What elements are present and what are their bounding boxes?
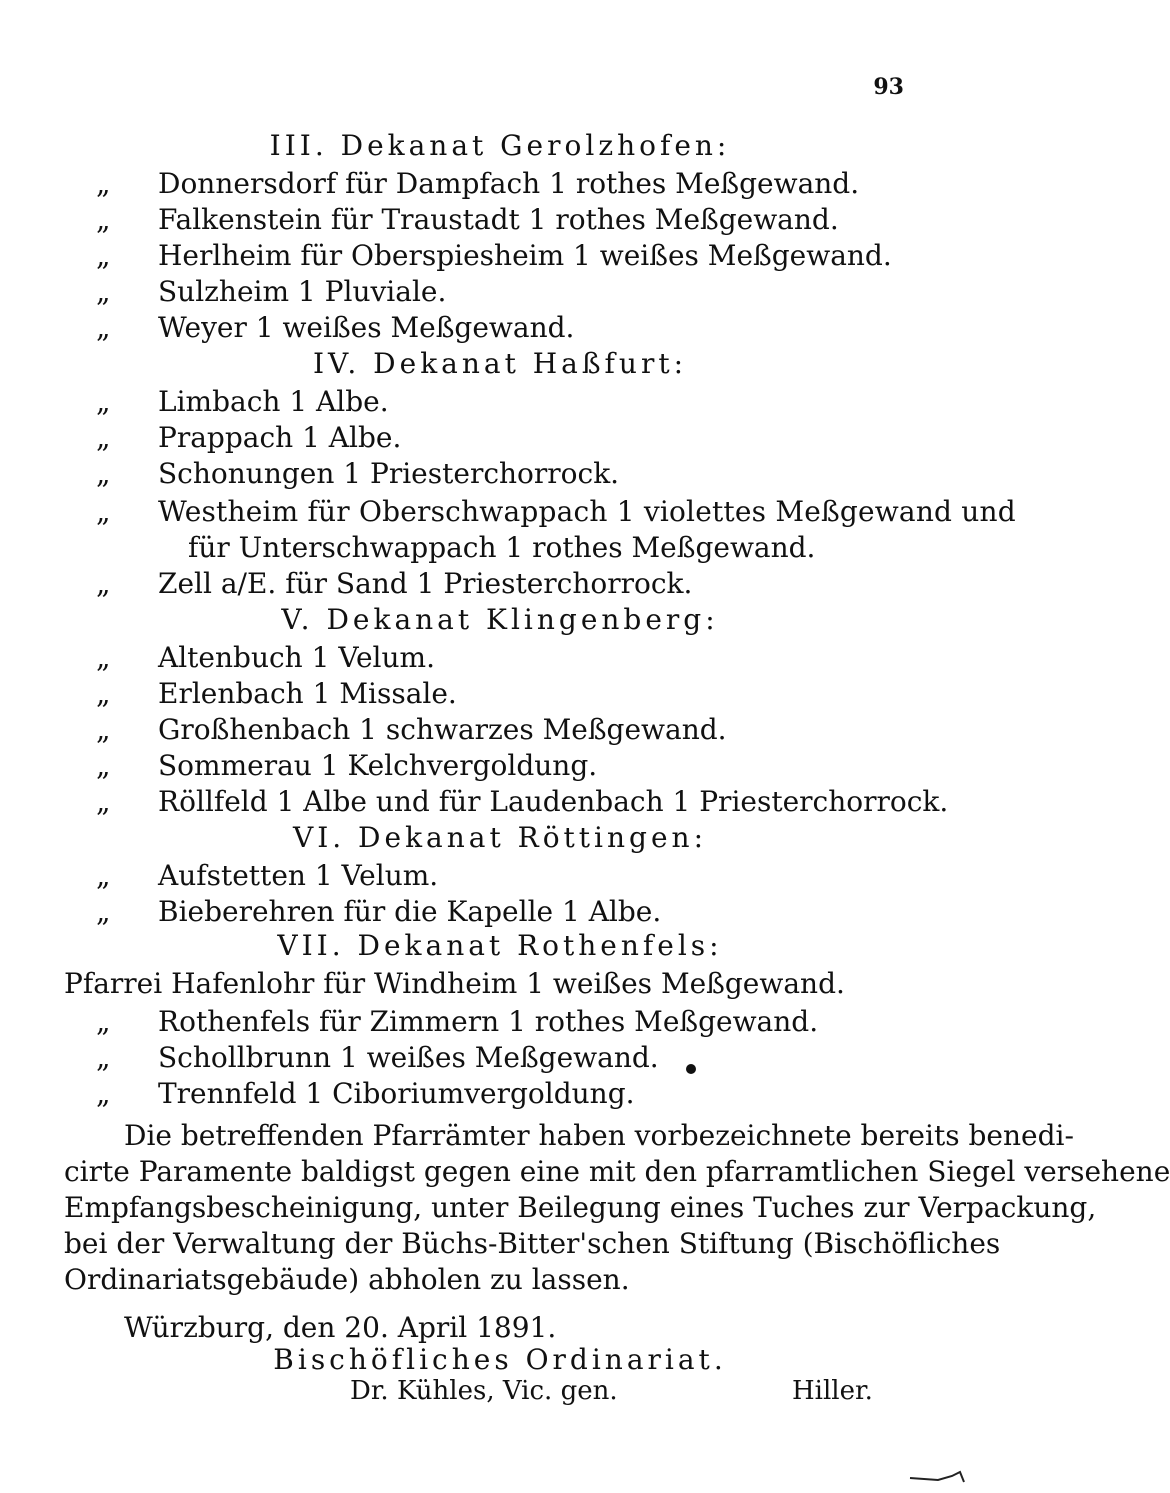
entry-text: Donnersdorf für Dampfach 1 rothes Meßgewand. [158, 167, 860, 200]
section-heading: VII. Dekanat Rothenfels: [277, 929, 723, 962]
ditto-mark: „ [96, 749, 111, 782]
entry-text: Aufstetten 1 Velum. [158, 859, 439, 892]
ditto-mark: „ [96, 1005, 111, 1038]
entry-text: Erlenbach 1 Missale. [158, 677, 457, 710]
ditto-mark: „ [96, 385, 111, 418]
paragraph-line: cirte Paramente baldigst gegen eine mit den pfarramtlichen Siegel versehene [64, 1155, 1170, 1188]
ditto-mark: „ [96, 457, 111, 490]
paragraph-line: bei der Verwaltung der Büchs-Bitter'schen Stiftung (Bischöfliches [64, 1227, 1001, 1260]
paragraph-line: Ordinariatsgebäude) abholen zu lassen. [64, 1263, 630, 1296]
entry-text: Pfarrei Hafenlohr für Windheim 1 weißes Meßgewand. [64, 967, 845, 1000]
ditto-mark: „ [96, 203, 111, 236]
entry-text: Altenbuch 1 Velum. [158, 641, 435, 674]
ditto-mark: „ [96, 311, 111, 344]
entry-text: Röllfeld 1 Albe und für Laudenbach 1 Priesterchorrock. [158, 785, 949, 818]
organization-name: Bischöfliches Ordinariat. [273, 1343, 727, 1376]
ditto-mark: „ [96, 677, 111, 710]
entry-text: Herlheim für Oberspiesheim 1 weißes Meßgewand. [158, 239, 892, 272]
place-date: Würzburg, den 20. April 1891. [124, 1311, 557, 1344]
entry-text: Sulzheim 1 Pluviale. [158, 275, 447, 308]
ditto-mark: „ [96, 859, 111, 892]
ditto-mark: „ [96, 713, 111, 746]
ditto-mark: „ [96, 421, 111, 454]
ditto-mark: „ [96, 567, 111, 600]
page-number: 93 [873, 74, 904, 100]
paragraph-line: Empfangsbescheinigung, unter Beilegung eines Tuches zur Verpackung, [64, 1191, 1097, 1224]
section-heading: VI. Dekanat Röttingen: [292, 821, 708, 854]
section-heading: IV. Dekanat Haßfurt: [312, 347, 688, 380]
entry-text: Westheim für Oberschwappach 1 violettes Meßgewand und [158, 495, 1016, 528]
entry-text: Limbach 1 Albe. [158, 385, 389, 418]
ditto-mark: „ [96, 1077, 111, 1110]
entry-text: Trennfeld 1 Ciboriumvergoldung. [158, 1077, 635, 1110]
entry-text: Schonungen 1 Priesterchorrock. [158, 457, 620, 490]
ditto-mark: „ [96, 641, 111, 674]
ditto-mark: „ [96, 785, 111, 818]
ditto-mark: „ [96, 1041, 111, 1074]
signatory-left: Dr. Kühles, Vic. gen. [350, 1376, 618, 1406]
ditto-mark: „ [96, 495, 111, 528]
entry-text: Falkenstein für Traustadt 1 rothes Meßgewand. [158, 203, 839, 236]
entry-text: Weyer 1 weißes Meßgewand. [158, 311, 575, 344]
scan-mark-icon [908, 1468, 968, 1484]
entry-text: Rothenfels für Zimmern 1 rothes Meßgewand. [158, 1005, 819, 1038]
section-heading: III. Dekanat Gerolzhofen: [269, 129, 731, 162]
entry-text: für Unterschwappach 1 rothes Meßgewand. [188, 531, 816, 564]
entry-text: Großhenbach 1 schwarzes Meßgewand. [158, 713, 727, 746]
entry-text: Bieberehren für die Kapelle 1 Albe. [158, 895, 662, 928]
ink-dot [686, 1064, 696, 1074]
ditto-mark: „ [96, 895, 111, 928]
entry-text: Sommerau 1 Kelchvergoldung. [158, 749, 598, 782]
ditto-mark: „ [96, 167, 111, 200]
entry-text: Prappach 1 Albe. [158, 421, 402, 454]
signatory-right: Hiller. [792, 1376, 873, 1406]
section-heading: V. Dekanat Klingenberg: [281, 603, 719, 636]
entry-text: Schollbrunn 1 weißes Meßgewand. [158, 1041, 659, 1074]
entry-text: Zell a/E. für Sand 1 Priesterchorrock. [158, 567, 693, 600]
ditto-mark: „ [96, 239, 111, 272]
paragraph-line: Die betreffenden Pfarrämter haben vorbezeichnete bereits benedi- [124, 1119, 1074, 1152]
ditto-mark: „ [96, 275, 111, 308]
